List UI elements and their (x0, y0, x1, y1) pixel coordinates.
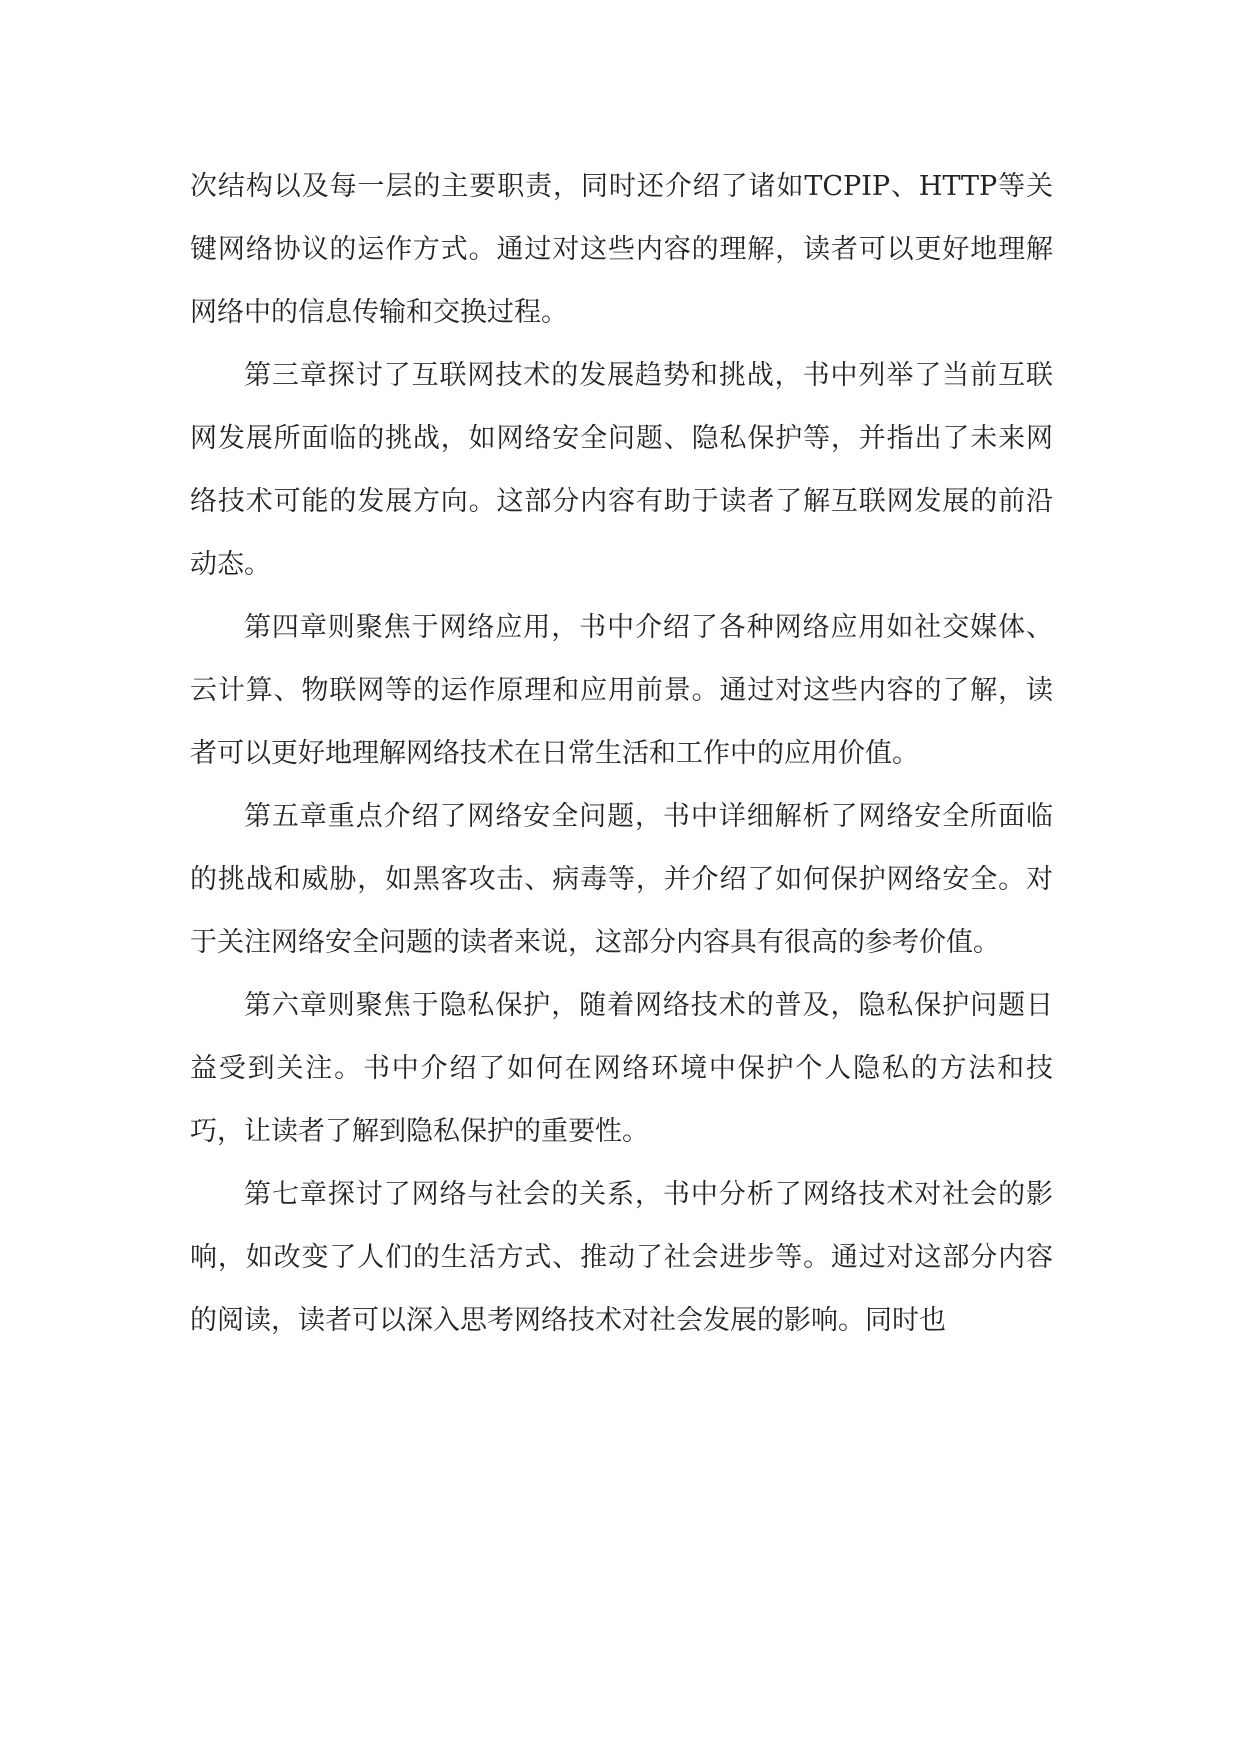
body-text (190, 155, 1053, 1352)
paragraph-chapter-6: 第六章则聚焦于隐私保护，随着网络技术的普及，隐私保护问题日益受到关注。书中介绍了如何在网络环境中保护个人隐私的方法和技巧，让读者了解到隐私保护的重要性。 (190, 990, 1053, 1147)
paragraph-continuation: 次结构以及每一层的主要职责，同时还介绍了诸如TCPIP、HTTP等关键网络协议的运作方式。通过对这些内容的理解，读者可以更好地理解网络中的信息传输和交换过程。 (190, 171, 1053, 328)
paragraph-chapter-7: 第七章探讨了网络与社会的关系，书中分析了网络技术对社会的影响，如改变了人们的生活方式、推动了社会进步等。通过对这部分内容的阅读，读者可以深入思考网络技术对社会发展的影响。同时也 (190, 1179, 1053, 1336)
paragraph-chapter-4: 第四章则聚焦于网络应用，书中介绍了各种网络应用如社交媒体、云计算、物联网等的运作原理和应用前景。通过对这些内容的了解，读者可以更好地理解网络技术在日常生活和工作中的应用价值。 (190, 612, 1053, 769)
paragraph-chapter-3: 第三章探讨了互联网技术的发展趋势和挑战，书中列举了当前互联网发展所面临的挑战，如网络安全问题、隐私保护等，并指出了未来网络技术可能的发展方向。这部分内容有助于读者了解互联网发展的前沿动态。 (190, 360, 1053, 580)
paragraph-chapter-5: 第五章重点介绍了网络安全问题，书中详细解析了网络安全所面临的挑战和威胁，如黑客攻击、病毒等，并介绍了如何保护网络安全。对于关注网络安全问题的读者来说，这部分内容具有很高的参考价值。 (190, 801, 1053, 958)
